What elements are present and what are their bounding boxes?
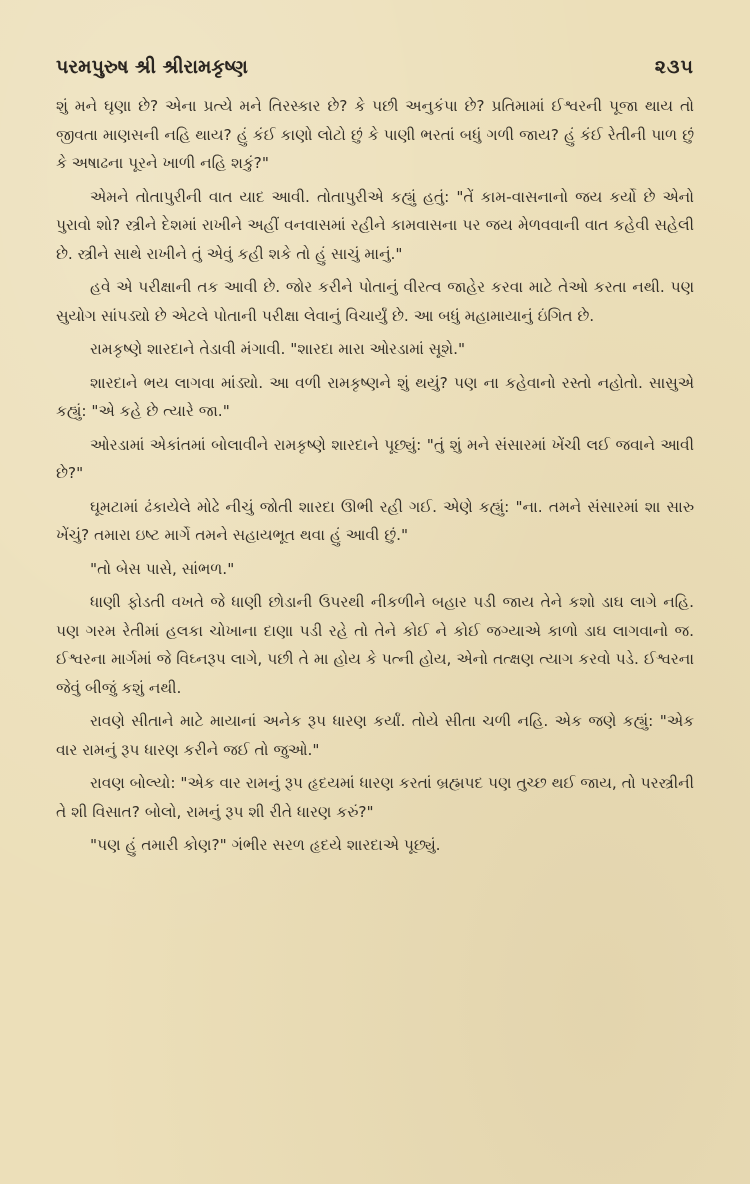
paragraph-9: ધાણી ફોડતી વખતે જે ધાણી છોડાની ઉપરથી નીકળીને બહાર પડી જાય તેને કશો ડાઘ લાગે નહિ. પણ ગરમ રેતીમાં હલકા ચોખાના દાણા પડી રહે તો તેને કોઈ ને કોઈ જગ્યાએ કાળો ડાઘ લાગવાનો જ. ઈશ્વરના માર્ગમાં જે વિઘ્નરૂપ લાગે, પછી તે મા હોય કે પત્ની હોય, એનો તત્ક્ષણ ત્યાગ કરવો પડે. ઈશ્વરના જેવું બીજું કશું નથી. — [56, 593, 694, 697]
running-title: પરમપુરુષ શ્રી શ્રીરામકૃષ્ણ — [56, 56, 248, 78]
book-page — [56, 56, 694, 1166]
paragraph-4: રામકૃષ્ણે શારદાને તેડાવી મંગાવી. "શારદા મારા ઓરડામાં સૂશે." — [90, 340, 466, 358]
paragraph-10: રાવણે સીતાને માટે માયાનાં અનેક રૂપ ધારણ કર્યાં. તોયે સીતા ચળી નહિ. એક જણે કહ્યું: "એક વાર રામનું રૂપ ધારણ કરીને જઈ તો જુઓ." — [56, 712, 694, 759]
paragraph-7: ઘૂમટામાં ઢંકાયેલે મોઢે નીચું જોતી શારદા ઊભી રહી ગઈ. એણે કહ્યું: "ના. તમને સંસારમાં શા સારુ ખેંચું? તમારા ઇષ્ટ માર્ગે તમને સહાયભૂત થવા હું આવી છું." — [56, 497, 694, 544]
paragraph-8: "તો બેસ પાસે, સાંભળ." — [90, 559, 235, 578]
page-number: ૨૩૫ — [654, 56, 694, 78]
paragraph-12: "પણ હું તમારી કોણ?" ગંભીર સરળ હૃદયે શારદાએ પૂછ્યું. — [90, 836, 441, 854]
paragraph-5: શારદાને ભય લાગવા માંડ્યો. આ વળી રામકૃષ્ણને શું થયું? પણ ના કહેવાનો રસ્તો નહોતો. સાસુએ કહ્યું: "એ કહે છે ત્યારે જા." — [56, 373, 694, 420]
body-text — [56, 92, 694, 860]
paragraph-2: એમને તોતાપુરીની વાત યાદ આવી. તોતાપુરીએ કહ્યું હતું: "તેં કામ-વાસનાનો જય કર્યો છે એનો પુરાવો શો? સ્ત્રીને દેશમાં રાખીને અહીં વનવાસમાં રહીને કામવાસના પર જય મેળવવાની વાત કહેવી સહેલી છે. સ્ત્રીને સાથે રાખીને તું એવું કહી શકે તો હું સાચું માનું." — [56, 187, 694, 263]
paragraph-6: ઓરડામાં એકાંતમાં બોલાવીને રામકૃષ્ણે શારદાને પૂછ્યું: "તું શું મને સંસારમાં ખેંચી લઈ જવાને આવી છે?" — [56, 435, 694, 482]
paragraph-11: રાવણ બોલ્યો: "એક વાર રામનું રૂપ હૃદયમાં ધારણ કરતાં બ્રહ્મપદ પણ તુચ્છ થઈ જાય, તો પરસ્ત્રીની તે શી વિસાત? બોલો, રામનું રૂપ શી રીતે ધારણ કરું?" — [56, 774, 694, 821]
paragraph-3: હવે એ પરીક્ષાની તક આવી છે. જોર કરીને પોતાનું વીરત્વ જાહેર કરવા માટે તેઓ કરતા નથી. પણ સુયોગ સાંપડ્યો છે એટલે પોતાની પરીક્ષા લેવાનું વિચાર્યું છે. આ બધું મહામાયાનું ઇંગિત છે. — [56, 278, 694, 325]
running-header — [56, 56, 694, 78]
paragraph-1: શું મને ઘૃણા છે? એના પ્રત્યે મને તિરસ્કાર છે? કે પછી અનુકંપા છે? પ્રતિમામાં ઈશ્વરની પૂજા થાય તો જીવતા માણસની નહિ થાય? હું કંઈ કાણો લોટો છું કે પાણી ભરતાં બધું ગળી જાય? હું કંઈ રેતીની પાળ છું કે અષાઢના પૂરને ખાળી નહિ શકું?" — [56, 97, 694, 172]
